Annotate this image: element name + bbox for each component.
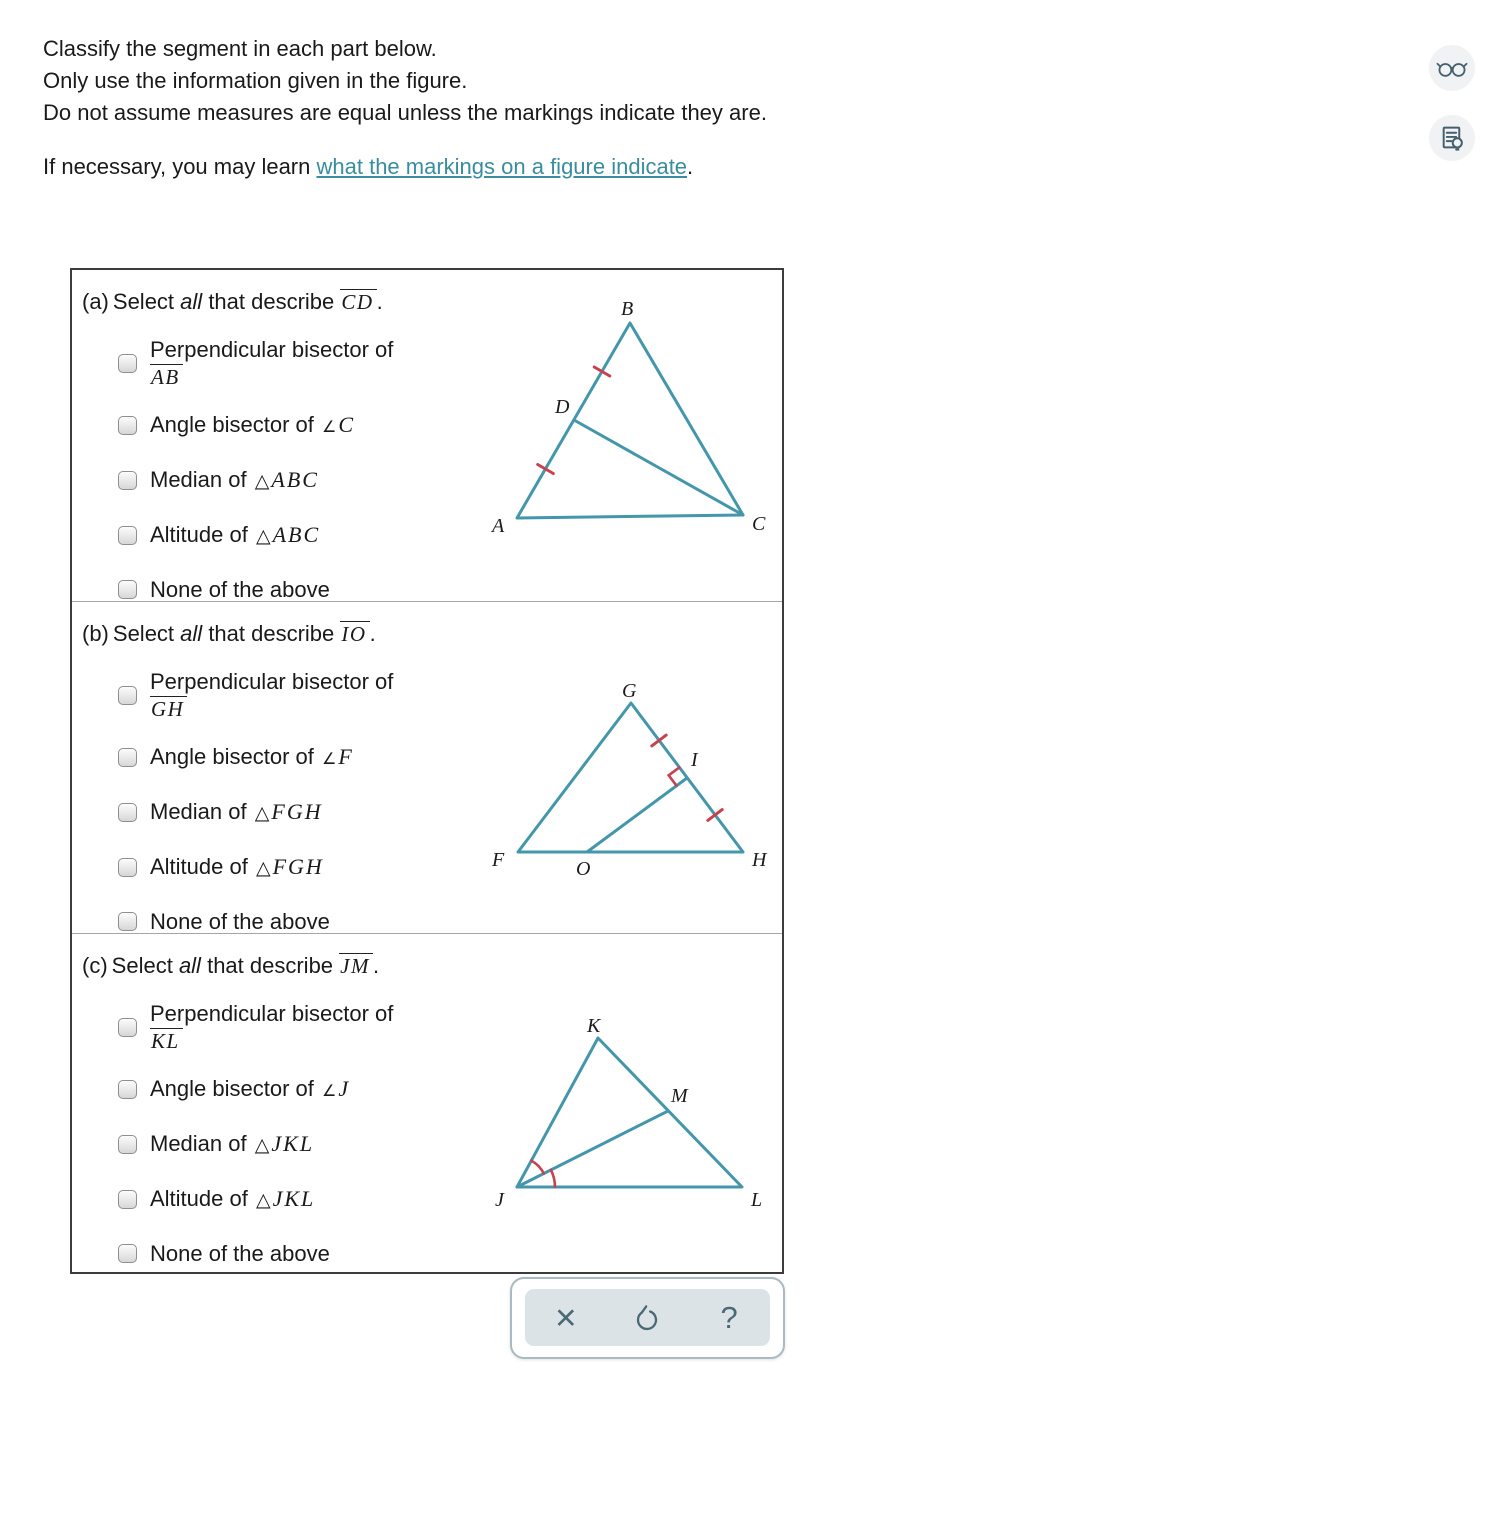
figure-triangle-fgh — [487, 675, 787, 887]
checkbox-a-perpendicular-bisector[interactable] — [118, 354, 137, 373]
angle-symbol: ∠ — [322, 417, 337, 436]
vertex-label-h: H — [752, 849, 767, 871]
checkbox-c-none[interactable] — [118, 1244, 137, 1263]
glasses-icon — [1435, 56, 1469, 81]
checkbox-b-angle-bisector[interactable] — [118, 748, 137, 767]
option-row: Median of △FGH — [118, 798, 498, 827]
angle-arc-mark — [551, 1170, 555, 1187]
vertex-label-a: A — [492, 515, 505, 537]
clear-answer-button[interactable] — [541, 1293, 591, 1343]
option-row — [118, 668, 498, 722]
checkbox-c-angle-bisector[interactable] — [118, 1080, 137, 1099]
option-row: Angle bisector of ∠J — [118, 1075, 498, 1104]
triangle-sides — [517, 1038, 742, 1187]
option-row: None of the above — [118, 908, 498, 935]
part-a-prompt: (a) Select all that describe CD . — [82, 289, 383, 314]
close-icon: × — [555, 1297, 577, 1338]
checkbox-c-perpendicular-bisector[interactable] — [118, 1018, 137, 1037]
option-row: Altitude of △FGH — [118, 853, 498, 882]
segment-jm: JM — [339, 953, 373, 978]
vertex-label-k: K — [587, 1015, 601, 1037]
option-row: Altitude of △ABC — [118, 521, 498, 550]
checkbox-b-altitude[interactable] — [118, 858, 137, 877]
part-c-prompt: (c) Select all that describe JM . — [82, 953, 380, 978]
checkbox-a-none[interactable] — [118, 580, 137, 599]
segment-overline: GH — [150, 696, 187, 721]
figure-triangle-jkl — [487, 1012, 787, 1224]
help-icon: ? — [720, 1300, 738, 1335]
help-button[interactable] — [704, 1293, 754, 1343]
undo-icon — [632, 1303, 662, 1333]
segment-cd: CD — [340, 289, 376, 314]
checkbox-b-perpendicular-bisector[interactable] — [118, 686, 137, 705]
undo-button[interactable] — [622, 1293, 672, 1343]
learn-line: If necessary, you may learn what the markings on a figure indicate. — [43, 154, 694, 179]
option-row: None of the above — [118, 576, 498, 603]
segment-dc — [574, 420, 743, 515]
checkbox-a-altitude[interactable] — [118, 526, 137, 545]
glasses-button[interactable] — [1429, 45, 1475, 91]
checkbox-a-angle-bisector[interactable] — [118, 416, 137, 435]
segment-jm — [517, 1111, 668, 1187]
vertex-label-b: B — [621, 298, 634, 320]
checkbox-c-altitude[interactable] — [118, 1190, 137, 1209]
option-row — [118, 336, 498, 390]
triangle-sides — [518, 703, 743, 852]
option-row: Angle bisector of ∠F — [118, 743, 498, 772]
option-text: Perpendicular bisector of — [150, 669, 394, 694]
checkbox-b-none[interactable] — [118, 912, 137, 931]
instruction-line: Do not assume measures are equal unless the markings indicate they are. — [43, 100, 767, 125]
figure-triangle-abc — [487, 293, 787, 555]
option-row — [118, 1000, 498, 1054]
vertex-label-g: G — [622, 680, 637, 702]
triangle-symbol: △ — [254, 470, 270, 492]
point-label-o: O — [576, 858, 591, 880]
segment-overline: AB — [150, 364, 183, 389]
option-text: Perpendicular bisector of — [150, 1001, 394, 1026]
part-b-prompt: (b) Select all that describe IO . — [82, 621, 376, 646]
explanation-button[interactable] — [1429, 115, 1475, 161]
instruction-line: Only use the information given in the figure. — [43, 68, 468, 93]
triangle-symbol: △ — [255, 1189, 271, 1211]
point-label-d: D — [555, 396, 570, 418]
question-card — [70, 268, 784, 1274]
option-row: None of the above — [118, 1240, 498, 1267]
triangle-symbol: △ — [255, 857, 271, 879]
tick-mark — [652, 735, 666, 746]
option-row: Median of △ABC — [118, 466, 498, 495]
option-row: Altitude of △JKL — [118, 1185, 498, 1214]
segment-io: IO — [340, 621, 369, 646]
checkbox-a-median[interactable] — [118, 471, 137, 490]
worksheet-lightbulb-icon — [1439, 125, 1466, 152]
angle-arc-mark — [531, 1161, 544, 1174]
tick-mark — [708, 810, 722, 821]
answer-toolbar — [510, 1277, 785, 1359]
angle-symbol: ∠ — [322, 1081, 337, 1100]
triangle-symbol: △ — [255, 525, 271, 547]
checkbox-c-median[interactable] — [118, 1135, 137, 1154]
point-label-i: I — [691, 749, 698, 771]
vertex-label-l: L — [751, 1189, 763, 1211]
vertex-label-j: J — [495, 1189, 504, 1211]
instructions — [43, 33, 767, 129]
triangle-symbol: △ — [254, 802, 270, 824]
segment-overline: KL — [150, 1028, 183, 1053]
checkbox-b-median[interactable] — [118, 803, 137, 822]
point-label-m: M — [671, 1085, 688, 1107]
angle-symbol: ∠ — [322, 749, 337, 768]
vertex-label-f: F — [492, 849, 505, 871]
triangle-sides — [517, 323, 743, 518]
triangle-symbol: △ — [254, 1134, 270, 1156]
segment-oi — [587, 778, 687, 852]
option-row: Median of △JKL — [118, 1130, 498, 1159]
option-text: Perpendicular bisector of — [150, 337, 394, 362]
instruction-line: Classify the segment in each part below. — [43, 36, 437, 61]
right-angle-mark — [669, 768, 680, 786]
markings-link[interactable]: what the markings on a figure indicate — [316, 154, 688, 179]
option-row: Angle bisector of ∠C — [118, 411, 498, 440]
vertex-label-c: C — [752, 513, 766, 535]
